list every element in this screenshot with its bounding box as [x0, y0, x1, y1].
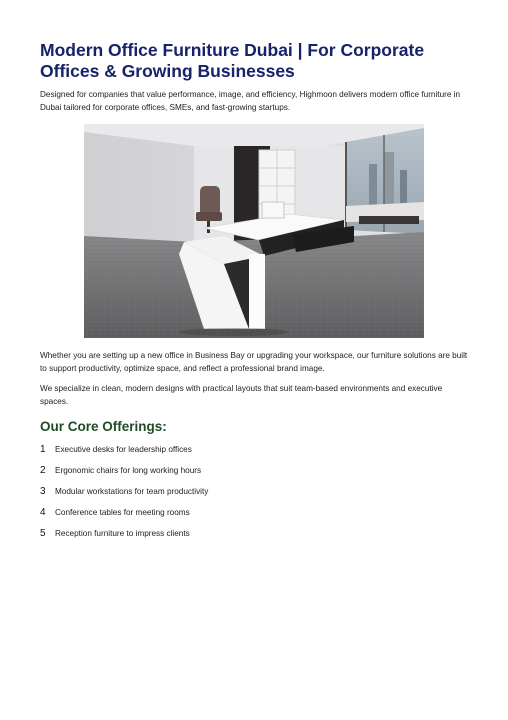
list-number: 5: [40, 528, 46, 539]
list-text: Reception furniture to impress clients: [55, 529, 190, 538]
list-item: [40, 465, 470, 486]
list-item: [40, 528, 470, 549]
list-number: 3: [40, 486, 46, 497]
list-number: 4: [40, 507, 46, 518]
body-paragraph-2: We specialize in clean, modern designs with practical layouts that suit team-based environments and executive spaces.: [40, 384, 443, 406]
list-item: [40, 444, 470, 465]
list-text: Conference tables for meeting rooms: [55, 508, 190, 517]
page-title: Modern Office Furniture Dubai | For Corporate Offices & Growing Businesses: [40, 40, 425, 81]
list-item: [40, 486, 470, 507]
office-photo: [84, 124, 424, 338]
list-item: [40, 507, 470, 528]
offerings-list: [40, 444, 470, 549]
list-number: 2: [40, 465, 46, 476]
intro-paragraph: Designed for companies that value performance, image, and efficiency, Highmoon delivers modern office furniture in Dubai tailored for corporate offices, SMEs, and fast-growing startups.: [40, 90, 461, 112]
list-text: Executive desks for leadership offices: [55, 445, 192, 454]
list-text: Ergonomic chairs for long working hours: [55, 466, 202, 475]
offerings-heading: Our Core Offerings:: [40, 419, 167, 434]
list-text: Modular workstations for team productivity: [55, 487, 209, 496]
body-paragraph-1: Whether you are setting up a new office in Business Bay or upgrading your workspace, our furniture solutions are built to support productivity, optimize space, and reflect a professional brand image.: [40, 351, 468, 373]
list-number: 1: [40, 444, 46, 455]
